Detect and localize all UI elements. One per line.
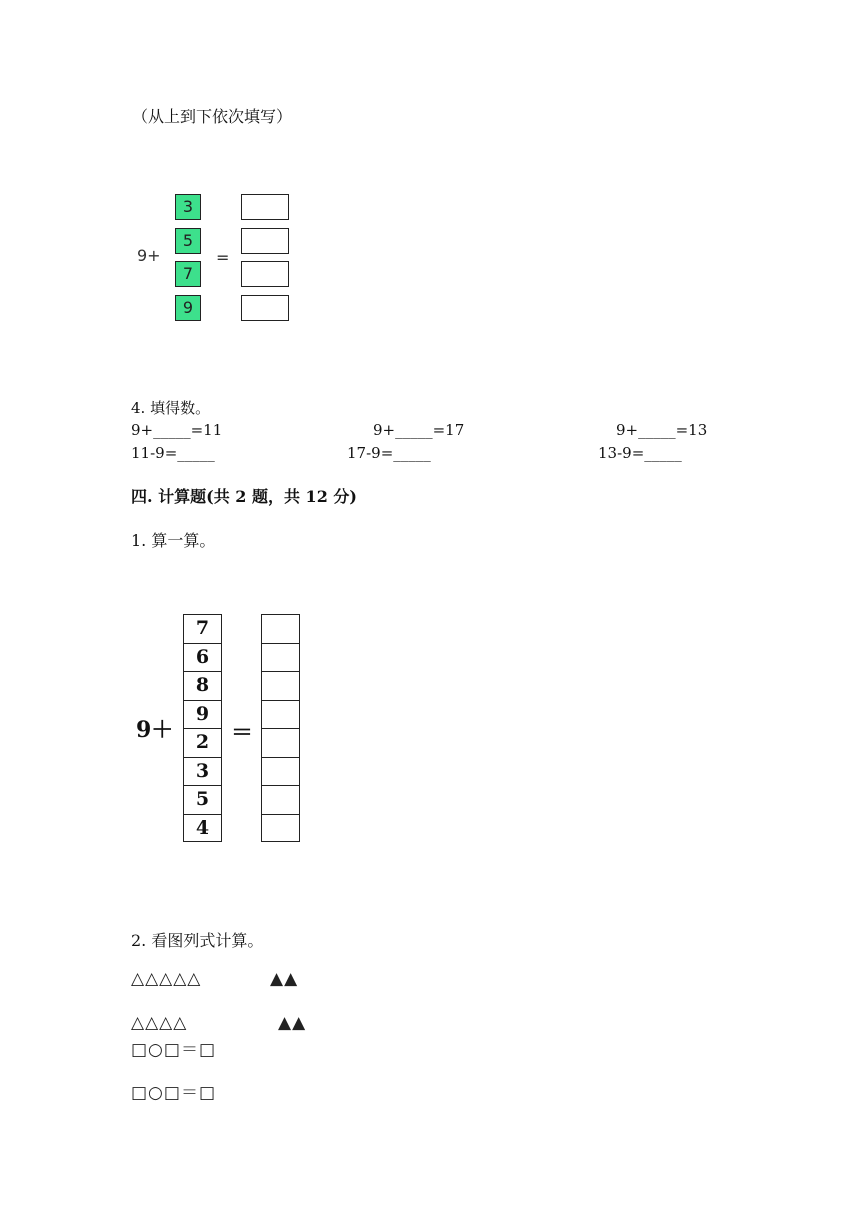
white-triangles-row2: △△△△	[131, 1013, 188, 1033]
equals-sign: =	[216, 248, 230, 267]
addend-box: 9	[175, 295, 201, 321]
answer-box[interactable]	[241, 261, 289, 287]
answer-cell[interactable]	[262, 815, 299, 844]
expression-prefix: 9+	[137, 246, 161, 265]
addend-column	[183, 614, 222, 842]
answer-cell[interactable]	[262, 644, 299, 673]
equation: 9+_____=17	[373, 421, 465, 439]
equation: 17-9=_____	[347, 444, 431, 462]
answer-column	[261, 614, 300, 842]
addend-cell: 6	[184, 644, 221, 673]
question-title: 4. 填得数。	[131, 399, 211, 417]
addend-cell: 5	[184, 786, 221, 815]
answer-box[interactable]	[241, 295, 289, 321]
answer-cell[interactable]	[262, 615, 299, 644]
answer-box[interactable]	[241, 228, 289, 254]
answer-box[interactable]	[241, 194, 289, 220]
equals-sign: ＝	[231, 720, 254, 746]
question-title: 1. 算一算。	[131, 531, 216, 550]
equation: 13-9=_____	[598, 444, 682, 462]
addend-box: 7	[175, 261, 201, 287]
addend-box: 3	[175, 194, 201, 220]
addend-cell: 4	[195, 816, 210, 839]
addend-cell: 2	[184, 729, 221, 758]
addend-box: 5	[175, 228, 201, 254]
equation: 9+_____=11	[131, 421, 223, 439]
expression-prefix: 9＋	[136, 717, 174, 743]
answer-cell[interactable]	[262, 758, 299, 787]
answer-cell[interactable]	[262, 786, 299, 815]
black-triangles-row1: ▲▲	[270, 969, 299, 989]
formula-blank[interactable]: □○□＝□	[131, 1040, 217, 1060]
addend-cell: 9	[184, 701, 221, 730]
instruction-note: （从上到下依次填写）	[132, 107, 293, 126]
equation: 9+_____=13	[616, 421, 708, 439]
addend-cell: 7	[184, 615, 221, 644]
white-triangles-row1: △△△△△	[131, 969, 202, 989]
addend-cell: 8	[184, 672, 221, 701]
section-heading: 四. 计算题(共 2 题，共 12 分)	[131, 487, 357, 506]
answer-cell[interactable]	[262, 672, 299, 701]
equation: 11-9=_____	[131, 444, 215, 462]
answer-cell[interactable]	[262, 729, 299, 758]
black-triangles-row2: ▲▲	[278, 1013, 307, 1033]
formula-blank[interactable]: □○□＝□	[131, 1083, 217, 1103]
question-title: 2. 看图列式计算。	[131, 931, 264, 950]
answer-cell[interactable]	[262, 701, 299, 730]
addend-cell: 3	[184, 758, 221, 787]
